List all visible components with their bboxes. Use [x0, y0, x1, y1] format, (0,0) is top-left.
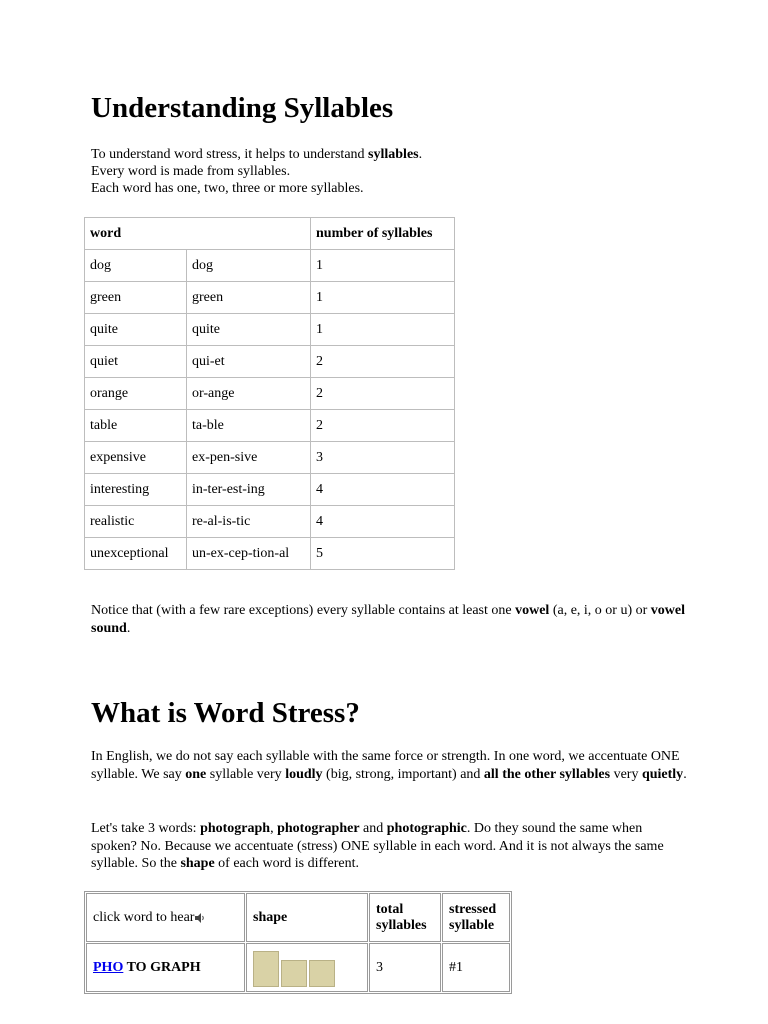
speaker-icon — [195, 912, 205, 922]
p1-bold-loudly: loudly — [285, 766, 323, 782]
syllable-table-row — [85, 250, 455, 282]
stressed-syllable-cell: #1 — [442, 943, 510, 992]
count-cell: 2 — [311, 378, 455, 410]
p1-bold-quietly: quietly — [641, 766, 684, 782]
word-cell: realistic — [85, 506, 187, 538]
shape-block-stressed — [253, 951, 279, 987]
notice-text-2: (a, e, i, o or u) or — [549, 603, 651, 618]
syllable-table-row — [85, 314, 455, 346]
p2-text-1: Let's take 3 words: — [91, 821, 201, 836]
count-cell: 4 — [311, 474, 455, 506]
p1-text-2: syllable very — [206, 766, 286, 782]
header-total-syllables: total syllables — [369, 893, 441, 942]
word-shape — [253, 949, 361, 987]
shape-block — [281, 960, 307, 987]
notice-text-3: . — [126, 621, 131, 636]
header-click-word-label: click word to hear — [93, 909, 195, 925]
count-cell: 5 — [311, 538, 455, 570]
p1-bold-one: one — [185, 766, 207, 782]
syllable-table-row — [85, 506, 455, 538]
split-cell: green — [187, 282, 311, 314]
word-cell: orange — [85, 378, 187, 410]
syllable-table — [84, 217, 455, 570]
p2-bold-photographic: photographic — [386, 821, 467, 836]
syllable-table-row — [85, 538, 455, 570]
word-cell: dog — [85, 250, 187, 282]
count-cell: 2 — [311, 410, 455, 442]
stress-table-row — [86, 943, 510, 992]
intro-text: To understand word stress, it helps to understand — [91, 147, 369, 162]
header-number-of-syllables: number of syllables — [311, 218, 455, 250]
p1-text-1: In English, we do not say each syllable with the same force or strength. In one word, we accentuate ONE syllable. We say — [91, 749, 680, 782]
word-cell: expensive — [85, 442, 187, 474]
syllable-table-row — [85, 410, 455, 442]
p1-bold-all-other: all the other syllables — [483, 766, 611, 782]
notice-text-1: Notice that (with a few rare exceptions) every syllable contains at least one — [91, 603, 516, 618]
split-cell: ex-pen-sive — [187, 442, 311, 474]
intro-period: . — [418, 147, 423, 162]
p2-bold-photograph: photograph — [200, 821, 271, 836]
count-cell: 1 — [311, 282, 455, 314]
total-syllables-cell: 3 — [369, 943, 441, 992]
shape-block — [309, 960, 335, 987]
count-cell: 2 — [311, 346, 455, 378]
split-cell: un-ex-cep-tion-al — [187, 538, 311, 570]
intro-line-2: Every word is made from syllables. — [91, 164, 291, 179]
notice-bold-vowel-sound: vowel sound — [91, 603, 686, 636]
syllable-table-row — [85, 282, 455, 314]
header-click-word — [86, 893, 245, 942]
count-cell: 4 — [311, 506, 455, 538]
word-cell: quiet — [85, 346, 187, 378]
count-cell: 3 — [311, 442, 455, 474]
notice-bold-vowel: vowel — [515, 603, 550, 618]
notice-paragraph — [91, 602, 691, 638]
syllable-table-row — [85, 442, 455, 474]
heading-understanding-syllables: Understanding Syllables — [91, 92, 394, 124]
p2-text-3: and — [359, 821, 387, 836]
intro-line-3: Each word has one, two, three or more syllables. — [91, 181, 364, 196]
word-cell — [86, 943, 245, 992]
word-stress-paragraph-2 — [91, 820, 691, 873]
p1-text-3: (big, strong, important) and — [322, 766, 484, 782]
word-rest: TO GRAPH — [123, 959, 201, 975]
syllable-table-row — [85, 346, 455, 378]
p2-text-2: , — [270, 821, 278, 836]
split-cell: in-ter-est-ing — [187, 474, 311, 506]
count-cell: 1 — [311, 250, 455, 282]
word-cell: unexceptional — [85, 538, 187, 570]
syllable-table-header — [85, 218, 455, 250]
p2-text-5: of each word is different. — [214, 856, 360, 871]
intro-paragraph — [91, 146, 422, 197]
shape-cell — [246, 943, 368, 992]
p1-text-5: . — [683, 766, 687, 782]
p2-text-4: . Do they sound the same when spoken? No. Because we accentuate (stress) ONE syllable in each word. And it is not always the same syllable. So the — [91, 821, 664, 871]
split-cell: quite — [187, 314, 311, 346]
header-stressed-syllable: stressed syllable — [442, 893, 510, 942]
header-word: word — [85, 218, 311, 250]
split-cell: qui-et — [187, 346, 311, 378]
split-cell: or-ange — [187, 378, 311, 410]
syllable-table-row — [85, 378, 455, 410]
word-audio-link-pho[interactable]: PHO — [93, 959, 124, 975]
intro-bold-syllables: syllables — [368, 147, 419, 162]
count-cell: 1 — [311, 314, 455, 346]
word-cell: green — [85, 282, 187, 314]
word-stress-table — [84, 891, 512, 994]
syllable-table-row — [85, 474, 455, 506]
header-shape: shape — [246, 893, 368, 942]
p2-bold-shape: shape — [180, 856, 215, 871]
p2-bold-photographer: photographer — [277, 821, 360, 836]
p1-text-4: very — [610, 766, 642, 782]
split-cell: ta-ble — [187, 410, 311, 442]
heading-word-stress: What is Word Stress? — [91, 697, 360, 729]
intro-line-1 — [91, 146, 422, 163]
word-cell: quite — [85, 314, 187, 346]
word-cell: table — [85, 410, 187, 442]
split-cell: dog — [187, 250, 311, 282]
word-cell: interesting — [85, 474, 187, 506]
split-cell: re-al-is-tic — [187, 506, 311, 538]
stress-table-header — [86, 893, 510, 942]
word-stress-paragraph-1 — [91, 748, 691, 783]
